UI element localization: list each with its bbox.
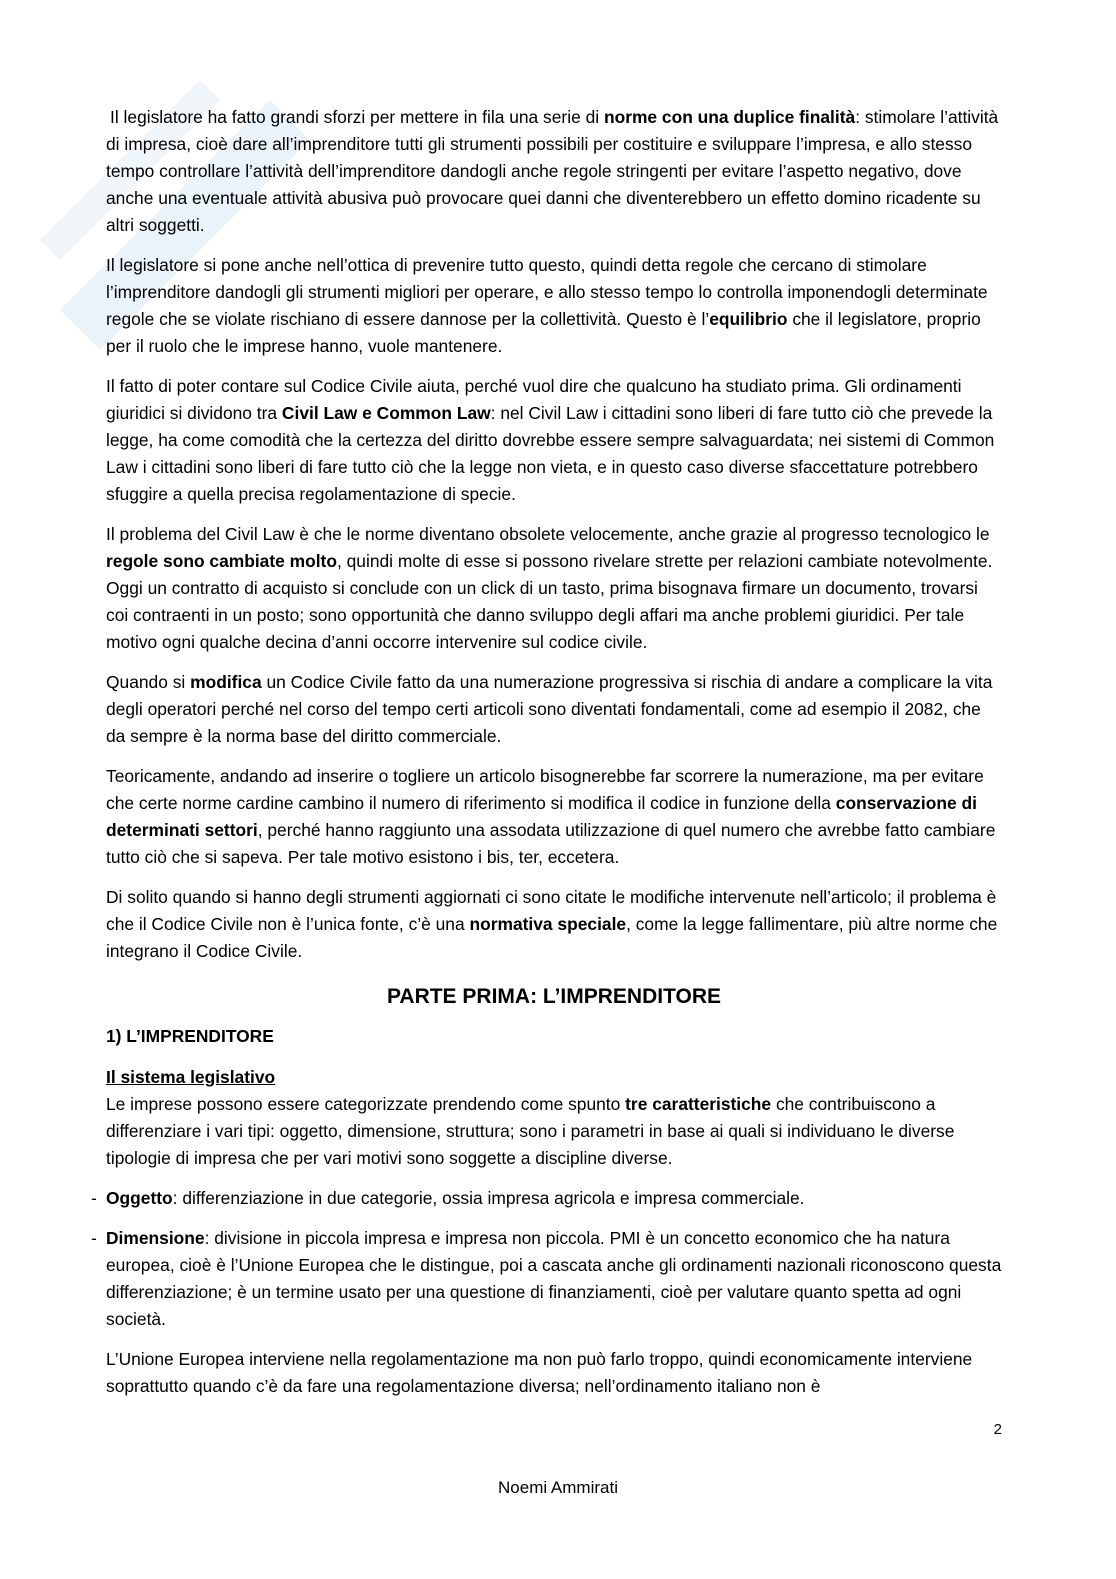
paragraph-5: Quando si modifica un Codice Civile fatto da una numerazione progressiva si rischia di andare a complicare la vita degli operatori perché nel corso del tempo certi articoli sono diventati fondamentali, come ad esempio il 2082, che da sempre è la norma base del diritto commerciale.	[106, 672, 993, 746]
part-title: PARTE PRIMA: L’IMPRENDITORE	[386, 985, 722, 1008]
paragraph-6: Teoricamente, andando ad inserire o togliere un articolo bisognerebbe far scorrere la numerazione, ma per evitare che certe norme cardine cambino il numero di riferimento si modifica il codice in funzione della conservazione di determinati settori, perché hanno raggiunto una assodata utilizzazione di quel numero che avrebbe fatto cambiare tutto ciò che si sapeva. Per tale motivo esistono i bis, ter, eccetera.	[106, 766, 996, 867]
list-item: - Dimensione: divisione in piccola impresa e impresa non piccola. PMI è un concetto economico che ha natura europea, cioè è l’Unione Europea che le distingue, poi a cascata anche gli ordinamenti nazionali riconoscono questa differenziazione; è un termine usato per una questione di finanziamenti, cioè per valutare quanto spetta ad ogni società.	[106, 1225, 1002, 1333]
section-title: 1) L’IMPRENDITORE	[106, 1026, 274, 1046]
paragraph-3: Il fatto di poter contare sul Codice Civile aiuta, perché vuol dire che qualcuno ha studiato prima. Gli ordinamenti giuridici si dividono tra Civil Law e Common Law: nel Civil Law i cittadini sono liberi di fare tutto ciò che prevede la legge, ha come comodità che la certezza del diritto dovrebbe essere sempre salvaguardata; nei sistemi di Common Law i cittadini sono liberi di fare tutto ciò che la legge non vieta, e in questo caso diverse sfaccettature potrebbero sfuggire a quella precisa regolamentazione di specie.	[106, 376, 995, 504]
author-footer: Noemi Ammirati	[498, 1478, 618, 1497]
intro-paragraph: Le imprese possono essere categorizzate prendendo come spunto tre caratteristiche che contribuiscono a differenziare i vari tipi: oggetto, dimensione, struttura; sono i parametri in base ai quali si individuano le diverse tipologie di impresa che per vari motivi sono soggette a discipline diverse.	[106, 1094, 955, 1168]
paragraph-2: Il legislatore si pone anche nell’ottica di prevenire tutto questo, quindi detta regole che cercano di stimolare l’imprenditore dandogli gli strumenti migliori per operare, e allo stesso tempo lo controlla imponendogli determinate regole che se violate rischiano di essere dannose per la collettività. Questo è l’equilibrio che il legislatore, proprio per il ruolo che le imprese hanno, vuole mantenere.	[106, 255, 988, 356]
dash-bullet: -	[91, 1188, 97, 1208]
subsection-title: Il sistema legislativo	[106, 1067, 276, 1087]
paragraph-7: Di solito quando si hanno degli strumenti aggiornati ci sono citate le modifiche intervenute nell’articolo; il problema è che il Codice Civile non è l’unica fonte, c’è una normativa speciale, come la legge fallimentare, più altre norme che integrano il Codice Civile.	[106, 887, 998, 961]
paragraph-1: Il legislatore ha fatto grandi sforzi per mettere in fila una serie di norme con una duplice finalità: stimolare l’attività di impresa, cioè dare all’imprenditore tutti gli strumenti possibili per costituire e sviluppare l’impresa, e allo stesso tempo controllare l’attività dell’imprenditore dandogli anche regole stringenti per evitare l’aspetto negativo, dove anche una eventuale attività abusiva può provocare quei danni che diventerebbero un effetto domino ricadente su altri soggetti.	[106, 107, 999, 235]
list-item: - Oggetto: differenziazione in due categorie, ossia impresa agricola e impresa commerciale.	[106, 1185, 1002, 1212]
paragraph-4: Il problema del Civil Law è che le norme diventano obsolete velocemente, anche grazie al progresso tecnologico le regole sono cambiate molto, quindi molte di esse si possono rivelare strette per relazioni cambiate notevolmente. Oggi un contratto di acquisto si conclude con un click di un tasto, prima bisognava firmare un documento, trovarsi coi contraenti in un posto; sono opportunità che danno sviluppo degli affari ma anche problemi giuridici. Per tale motivo ogni qualche decina d’anni occorre intervenire sul codice civile.	[106, 524, 993, 652]
page-number: 2	[993, 1421, 1002, 1438]
document-page	[91, 104, 1002, 1413]
characteristics-list	[91, 1185, 1002, 1333]
dash-bullet: -	[91, 1228, 97, 1248]
closing-paragraph: L’Unione Europea interviene nella regolamentazione ma non può farlo troppo, quindi economicamente interviene soprattutto quando c’è da fare una regolamentazione diversa; nell’ordinamento italiano non è	[106, 1349, 973, 1396]
